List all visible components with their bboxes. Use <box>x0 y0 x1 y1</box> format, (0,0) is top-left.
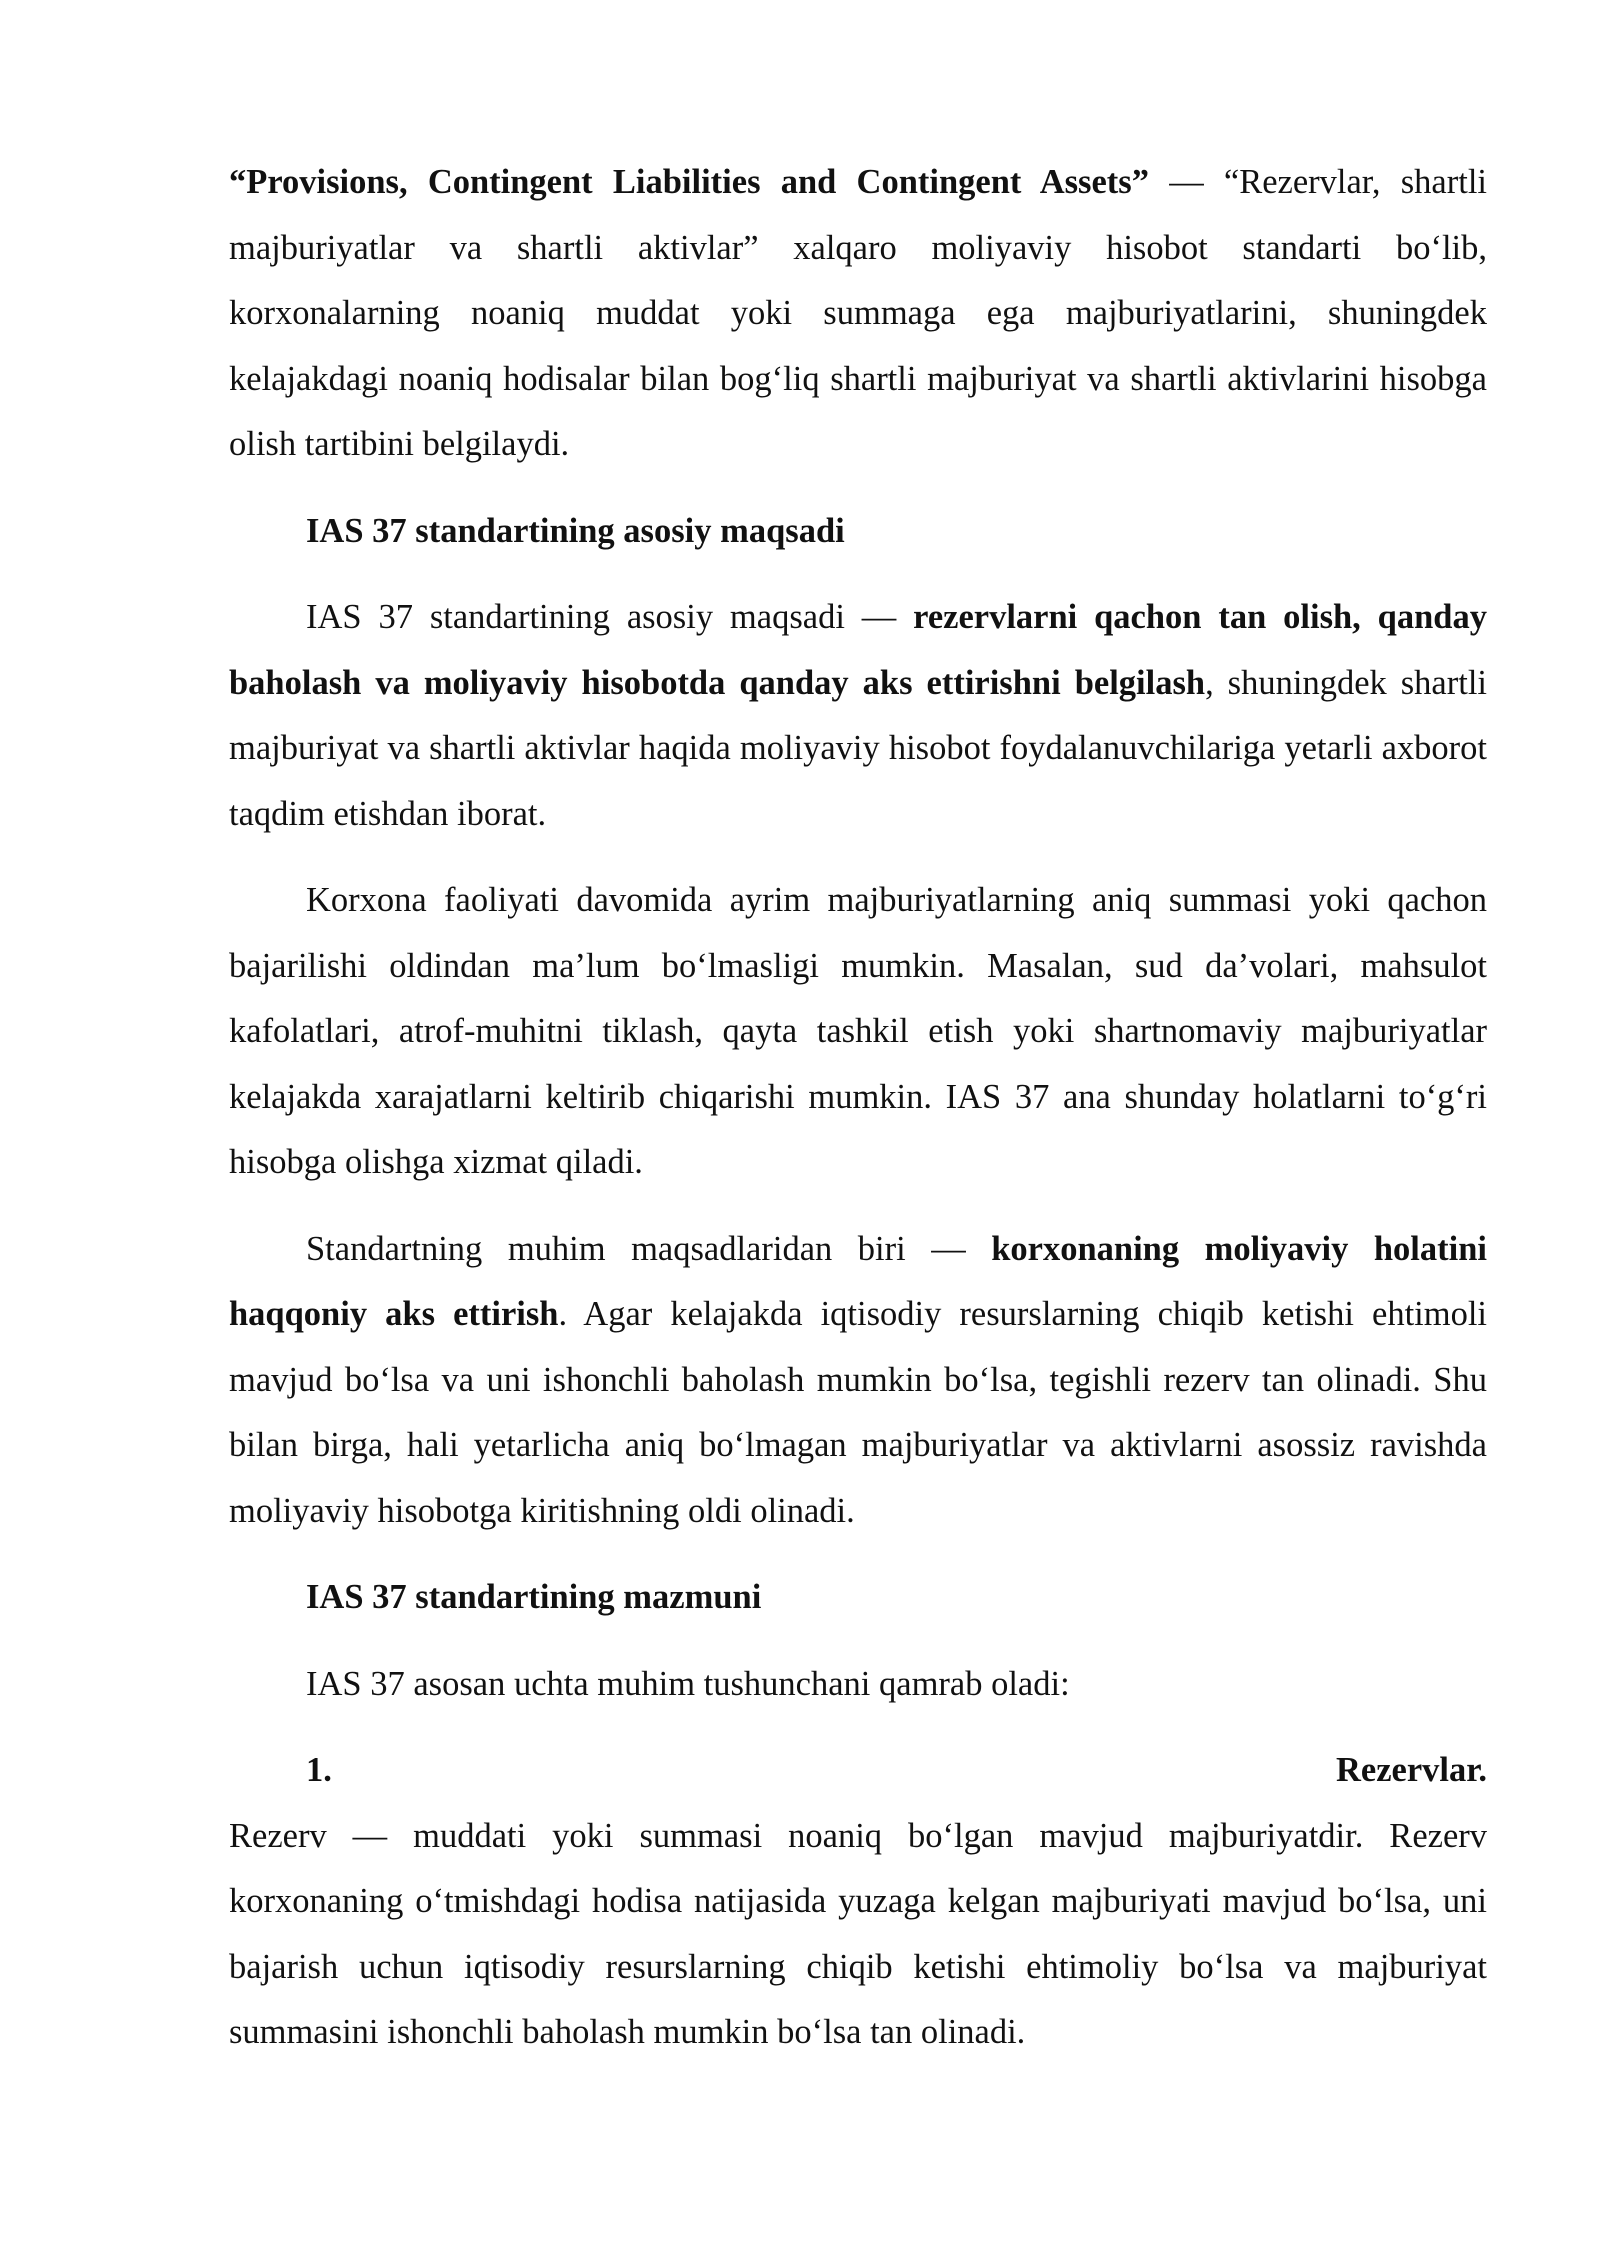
standard-title: “Provisions, Contingent Liabilities and Contingent Assets” <box>229 163 1149 201</box>
intro-text: — “Rezervlar, shartli majburiyatlar va shartli aktivlar” xalqaro moliyaviy hisobot standarti bo‘lib, korxonalarning noaniq muddat yoki summaga ega majburiyatlarini, shuningdek kelajakdagi noaniq hodisalar bilan bog‘liq shartli majburiyat va shartli aktivlarini hisobga olish tartibini belgilaydi. <box>229 163 1487 463</box>
document-page <box>229 150 1487 2066</box>
list-item-heading <box>229 1738 1487 1804</box>
purpose-paragraph <box>229 585 1487 847</box>
fair-text-end: . Agar kelajakda iqtisodiy resurslarning chiqib ketishi ehtimoli mavjud bo‘lsa va uni ishonchli baholash mumkin bo‘lsa, tegishli rezerv tan olinadi. Shu bilan birga, hali yetarlicha aniq bo‘lmagan majburiyatlar va aktivlarni asossiz ravishda moliyaviy hisobotga kiritishning oldi olinadi. <box>229 1295 1487 1530</box>
fair-text-start: Standartning muhim maqsadlaridan biri — <box>306 1229 992 1268</box>
purpose-text-bold: rezervlarni qachon tan olish, qanday baholash va moliyaviy hisobotda qanday aks ettirishni belgilash <box>229 598 1487 702</box>
list-item-number: 1. <box>306 1751 332 1789</box>
content-intro-paragraph: IAS 37 asosan uchta muhim tushunchani qamrab oladi: <box>306 1664 1070 1703</box>
purpose-text-start: IAS 37 standartining asosiy maqsadi — <box>306 598 914 636</box>
section-heading-purpose: IAS 37 standartining asosiy maqsadi <box>306 511 845 550</box>
intro-paragraph <box>229 150 1487 478</box>
fair-text-bold: korxonaning moliyaviy holatini haqqoniy aks ettirish <box>229 1229 1487 1333</box>
provisions-definition-paragraph: Rezerv — muddati yoki summasi noaniq bo‘lgan mavjud majburiyatdir. Rezerv korxonaning o‘tmishdagi hodisa natijasida yuzaga kelgan majburiyati mavjud bo‘lsa, uni bajarish uchun iqtisodiy resurslarning chiqib ketishi ehtimoliy bo‘lsa va majburiyat summasini ishonchli baholash mumkin bo‘lsa tan olinadi. <box>229 1816 1487 2051</box>
examples-paragraph: Korxona faoliyati davomida ayrim majburiyatlarning aniq summasi yoki qachon bajarilishi oldindan ma’lum bo‘lmasligi mumkin. Masalan, sud da’volari, mahsulot kafolatlari, atrof-muhitni tiklash, qayta tashkil etish yoki shartnomaviy majburiyatlar kelajakda xarajatlarni keltirib chiqarishi mumkin. IAS 37 ana shunday holatlarni to‘g‘ri hisobga olishga xizmat qiladi. <box>229 881 1487 1181</box>
fair-presentation-paragraph <box>229 1217 1487 1545</box>
section-heading-content: IAS 37 standartining mazmuni <box>306 1578 762 1616</box>
list-item-title: Rezervlar. <box>1335 1751 1487 1789</box>
purpose-text-end: , shuningdek shartli majburiyat va shartli aktivlar haqida moliyaviy hisobot foydalanuvchilariga yetarli axborot taqdim etishdan iborat. <box>229 663 1487 833</box>
